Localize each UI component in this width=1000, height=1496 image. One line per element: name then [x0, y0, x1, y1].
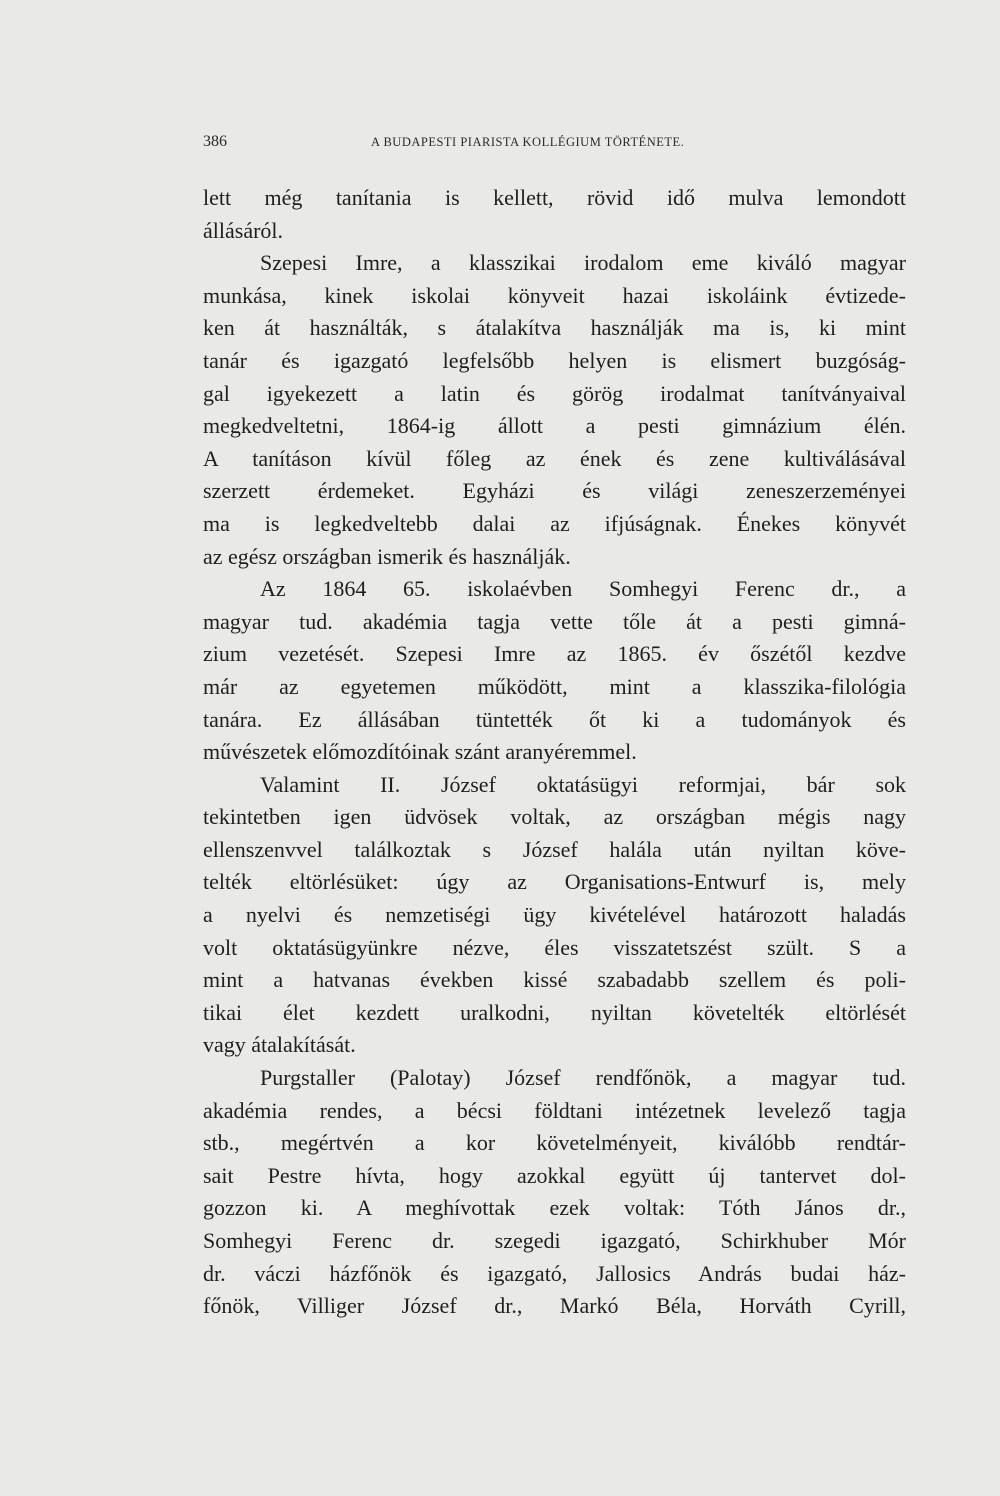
text-line: az egész országban ismerik és használják.: [203, 543, 571, 569]
running-head: [203, 133, 906, 155]
text-line: ma is legkedveltebb dalai az ifjúságnak. Énekes könyvét: [203, 510, 906, 536]
text-line: művészetek előmozdítóinak szánt aranyéremmel.: [203, 739, 637, 765]
page-number: 386: [203, 133, 227, 150]
text-line: már az egyetemen működött, mint a klasszika-filológia: [203, 673, 906, 699]
text-line: mint a hatvanas években kissé szabadabb szellem és poli-: [203, 967, 906, 993]
text-line: Purgstaller (Palotay) József rendfőnök, a magyar tud.: [260, 1065, 906, 1091]
text-line: tikai élet kezdett uralkodni, nyiltan követelték eltörlését: [203, 999, 906, 1025]
text-line: A tanításon kívül főleg az ének és zene kultiválásával: [203, 445, 906, 471]
text-line: zium vezetését. Szepesi Imre az 1865. év őszétől kezdve: [203, 641, 906, 667]
text-line: dr. váczi házfőnök és igazgató, Jallosics András budai ház-: [203, 1260, 906, 1286]
text-line: munkása, kinek iskolai könyveit hazai iskoláink évtizede-: [203, 282, 906, 308]
text-line: stb., megértvén a kor követelményeit, kiválóbb rendtár-: [203, 1130, 906, 1156]
text-line: Somhegyi Ferenc dr. szegedi igazgató, Schirkhuber Mór: [203, 1228, 906, 1253]
text-line: telték eltörlésüket: úgy az Organisations-Entwurf is, mely: [203, 869, 906, 895]
text-line: sait Pestre hívta, hogy azokkal együtt új tantervet dol-: [203, 1162, 906, 1188]
text-line: állásáról.: [203, 217, 284, 243]
text-line: tanára. Ez állásában tüntették őt ki a tudományok és: [203, 706, 906, 732]
body-text: [203, 182, 906, 1323]
text-line: vagy átalakítását.: [203, 1032, 356, 1058]
text-line: tanár és igazgató legfelsőbb helyen is elismert buzgóság-: [203, 347, 906, 373]
running-title: A BUDAPESTI PIARISTA KOLLÉGIUM TÖRTÉNETE.: [371, 135, 685, 149]
text-line: szerzett érdemeket. Egyházi és világi zeneszerzeményei: [203, 478, 906, 504]
text-line: magyar tud. akadémia tagja vette tőle át a pesti gimná-: [203, 608, 906, 634]
text-line: volt oktatásügyünkre nézve, éles visszatetszést szült. S a: [203, 934, 906, 960]
text-line: akadémia rendes, a bécsi földtani intézetnek levelező tagja: [203, 1097, 906, 1123]
text-line: gozzon ki. A meghívottak ezek voltak: Tóth János dr.,: [203, 1195, 906, 1221]
text-line: lett még tanítania is kellett, rövid idő mulva lemondott: [203, 185, 906, 210]
text-line: gal igyekezett a latin és görög irodalmat tanítványaival: [203, 380, 906, 406]
text-line: a nyelvi és nemzetiségi ügy kivételével határozott haladás: [203, 902, 906, 928]
text-line: Szepesi Imre, a klasszikai irodalom eme kiváló magyar: [260, 250, 906, 276]
text-line: tekintetben igen üdvösek voltak, az országban mégis nagy: [203, 804, 906, 830]
text-line: főnök, Villiger József dr., Markó Béla, Horváth Cyrill,: [203, 1293, 906, 1319]
text-line: megkedveltetni, 1864-ig állott a pesti gimnázium élén.: [203, 413, 906, 439]
text-line: Valamint II. József oktatásügyi reformjai, bár sok: [260, 771, 906, 797]
text-line: ellenszenvvel találkoztak s József halála után nyiltan köve-: [203, 836, 906, 862]
text-line: ken át használták, s átalakítva használják ma is, ki mint: [203, 315, 906, 341]
text-line: Az 1864 65. iskolaévben Somhegyi Ferenc dr., a: [260, 576, 906, 602]
